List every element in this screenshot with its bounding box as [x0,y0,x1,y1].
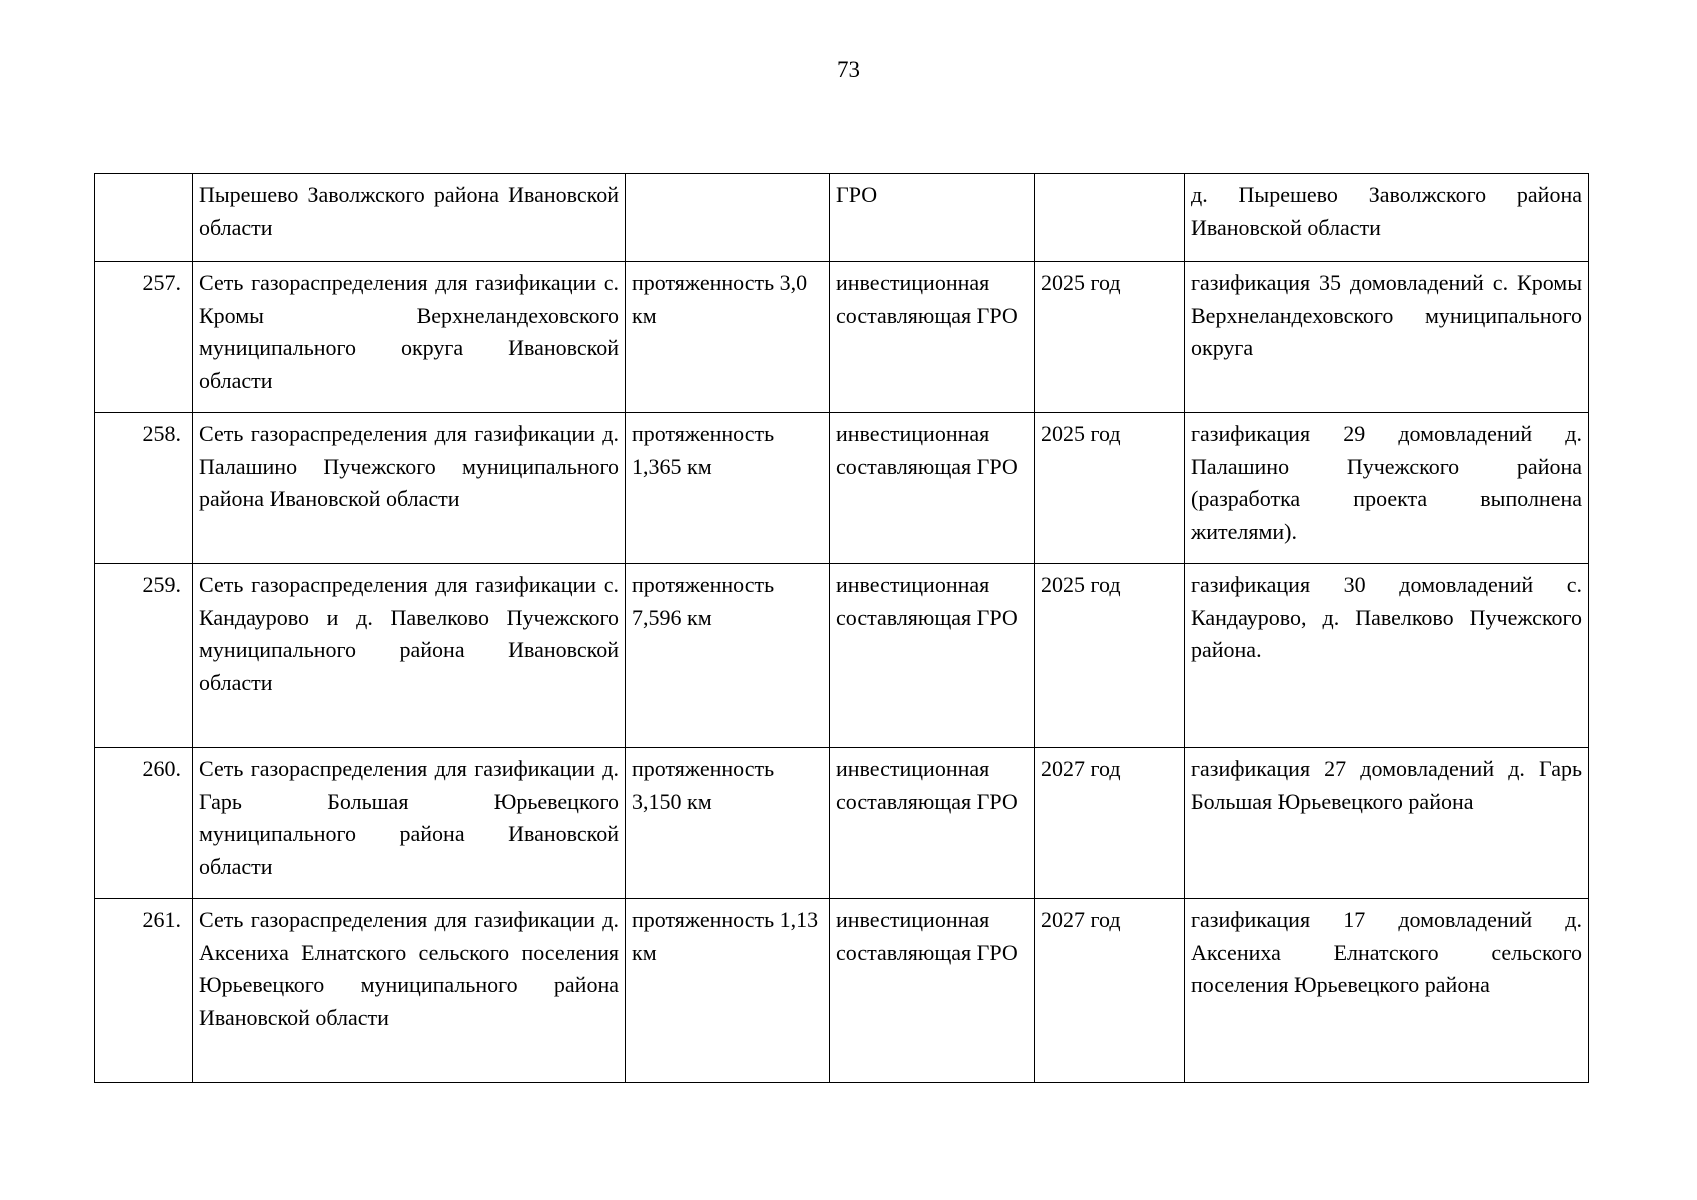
result-cell: газификация 35 домовладений с. Кромы Верхнеландеховского муниципального округа [1185,262,1589,413]
object-name-cell: Пырешево Заволжского района Ивановской области [193,174,626,262]
year-cell: 2027 год [1035,748,1185,899]
row-number-cell: 259. [95,564,193,748]
result-cell: газификация 29 домовладений д. Палашино Пучежского района (разработка проекта выполнена жителями). [1185,413,1589,564]
result-cell: газификация 17 домовладений д. Аксениха Елнатского сельского поселения Юрьевецкого района [1185,899,1589,1083]
row-number-cell: 261. [95,899,193,1083]
year-cell [1035,174,1185,262]
page-number: 73 [837,57,860,82]
length-cell: протяженность 3,0 км [626,262,830,413]
length-cell: протяженность 3,150 км [626,748,830,899]
length-cell [626,174,830,262]
row-number-cell: 258. [95,413,193,564]
table-row [95,413,1589,564]
object-name-cell: Сеть газораспределения для газификации с. Кандаурово и д. Павелково Пучежского муниципального района Ивановской области [193,564,626,748]
object-name-cell: Сеть газораспределения для газификации д. Гарь Большая Юрьевецкого муниципального района Ивановской области [193,748,626,899]
year-cell: 2027 год [1035,899,1185,1083]
funding-source-cell: инвестиционная составляющая ГРО [830,413,1035,564]
year-cell: 2025 год [1035,564,1185,748]
funding-source-cell: инвестиционная составляющая ГРО [830,564,1035,748]
table-row [95,899,1589,1083]
year-cell: 2025 год [1035,413,1185,564]
table-row [95,564,1589,748]
row-number-cell: 257. [95,262,193,413]
row-number-cell: 260. [95,748,193,899]
length-cell: протяженность 7,596 км [626,564,830,748]
length-cell: протяженность 1,13 км [626,899,830,1083]
funding-source-cell: инвестиционная составляющая ГРО [830,262,1035,413]
result-cell: газификация 27 домовладений д. Гарь Большая Юрьевецкого района [1185,748,1589,899]
funding-source-cell: ГРО [830,174,1035,262]
object-name-cell: Сеть газораспределения для газификации д. Аксениха Елнатского сельского поселения Юрьевецкого муниципального района Ивановской области [193,899,626,1083]
funding-source-cell: инвестиционная составляющая ГРО [830,899,1035,1083]
result-cell: газификация 30 домовладений с. Кандаурово, д. Павелково Пучежского района. [1185,564,1589,748]
year-cell: 2025 год [1035,262,1185,413]
table-row [95,174,1589,262]
table-row [95,262,1589,413]
object-name-cell: Сеть газораспределения для газификации с. Кромы Верхнеландеховского муниципального округа Ивановской области [193,262,626,413]
row-number-cell [95,174,193,262]
funding-source-cell: инвестиционная составляющая ГРО [830,748,1035,899]
length-cell: протяженность 1,365 км [626,413,830,564]
object-name-cell: Сеть газораспределения для газификации д. Палашино Пучежского муниципального района Ивановской области [193,413,626,564]
investment-program-table [94,173,1589,1083]
result-cell: д. Пырешево Заволжского района Ивановской области [1185,174,1589,262]
table-row [95,748,1589,899]
